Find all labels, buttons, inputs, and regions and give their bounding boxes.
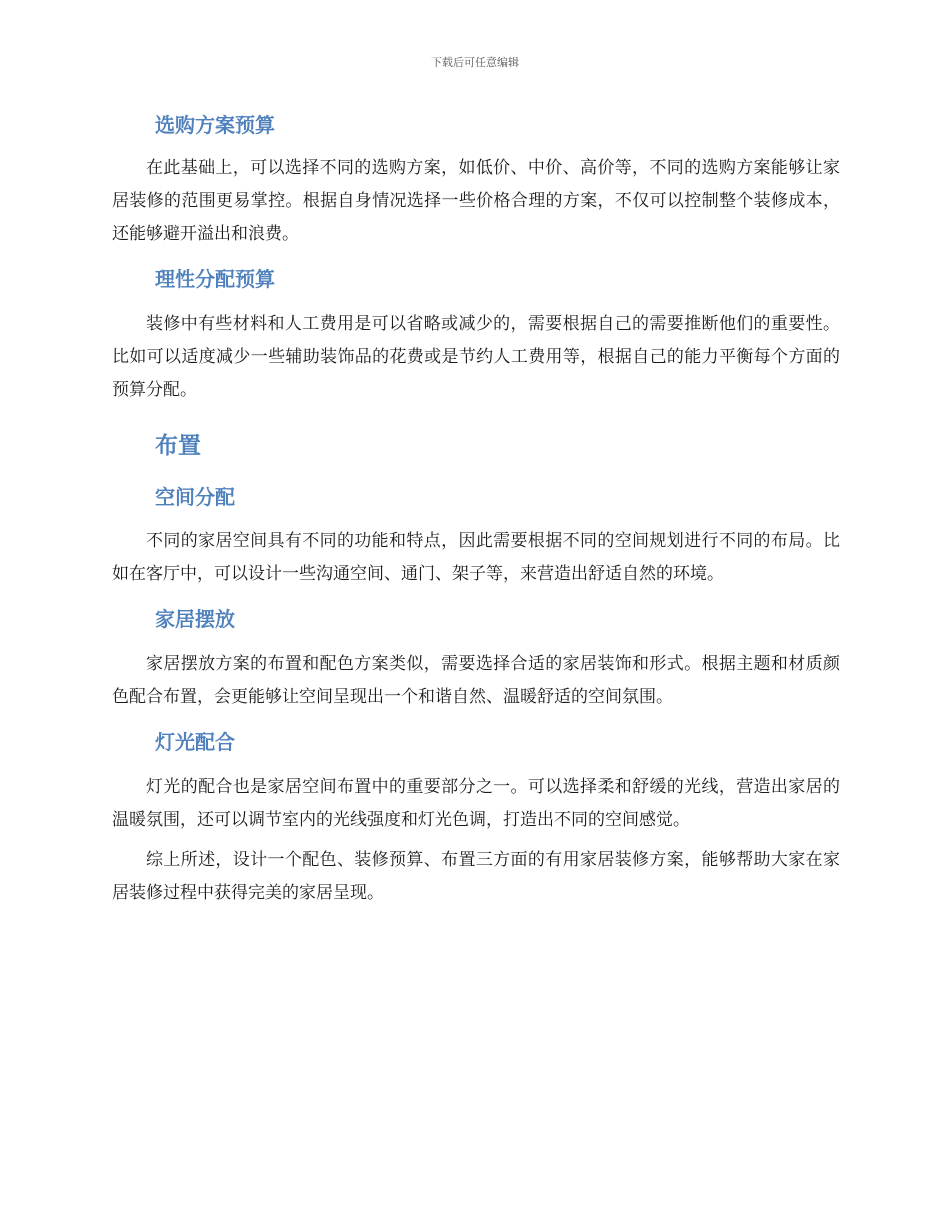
section-heading-layout: 布置 [155,433,201,459]
section-heading-lighting: 灯光配合 [155,730,235,754]
paragraph-lighting: 灯光的配合也是家居空间布置中的重要部分之一。可以选择柔和舒缓的光线，营造出家居的温暖氛围，还可以调节室内的光线强度和灯光色调，打造出不同的空间感觉。 [112,777,840,830]
paragraph-space-allocation: 不同的家居空间具有不同的功能和特点，因此需要根据不同的空间规划进行不同的布局。比如在客厅中，可以设计一些沟通空间、通门、架子等，来营造出舒适自然的环境。 [112,531,840,584]
section-heading-rational-allocation: 理性分配预算 [155,267,275,291]
section-heading-space-allocation: 空间分配 [155,485,235,509]
paragraph-rational-allocation: 装修中有些材料和人工费用是可以省略或减少的，需要根据自己的需要推断他们的重要性。比如可以适度减少一些辅助装饰品的花费或是节约人工费用等，根据自己的能力平衡每个方面的预算分配。 [112,314,840,400]
paragraph-furniture-placement: 家居摆放方案的布置和配色方案类似，需要选择合适的家居装饰和形式。根据主题和材质颜色配合布置，会更能够让空间呈现出一个和谐自然、温暖舒适的空间氛围。 [112,654,840,707]
document-body [112,108,840,910]
section-heading-purchase-budget: 选购方案预算 [155,113,275,137]
paragraph-purchase-budget: 在此基础上，可以选择不同的选购方案，如低价、中价、高价等，不同的选购方案能够让家居装修的范围更易掌控。根据自身情况选择一些价格合理的方案，不仅可以控制整个装修成本，还能够避开溢出和浪费。 [112,158,840,244]
section-heading-furniture-placement: 家居摆放 [155,607,235,631]
paragraph-summary: 综上所述，设计一个配色、装修预算、布置三方面的有用家居装修方案，能够帮助大家在家居装修过程中获得完美的家居呈现。 [112,850,840,903]
page-header-note: 下载后可任意编辑 [431,56,519,69]
